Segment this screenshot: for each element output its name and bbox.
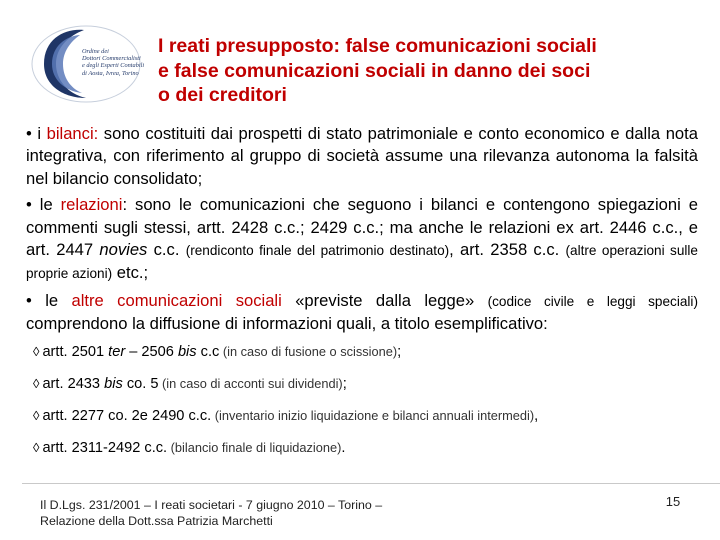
slide-title bbox=[158, 34, 708, 108]
footer-line-1: Il D.Lgs. 231/2001 – I reati societari - 7 giugno 2010 – Torino – bbox=[40, 498, 383, 512]
bullet-altre-comunicazioni: • le altre comunicazioni sociali «previste dalla legge» (codice civile e leggi speciali) comprendono la diffusione di informazioni quali, a titolo esemplificativo: bbox=[26, 290, 698, 334]
page-number: 15 bbox=[665, 494, 681, 509]
logo-text: Ordine dei Dottori Commercialisti e degli Esperti Contabili di Aosta, Ivrea, Torino bbox=[82, 48, 145, 77]
footer-divider bbox=[22, 483, 720, 484]
sub-item-acconti: ◊ art. 2433 bis co. 5 (in caso di acconti sui dividendi); bbox=[33, 375, 347, 392]
diamond-icon: ◊ bbox=[33, 343, 40, 359]
diamond-icon: ◊ bbox=[33, 375, 40, 391]
term-bilanci: bilanci: bbox=[46, 124, 99, 143]
organization-logo bbox=[30, 22, 148, 106]
title-line-3: o dei creditori bbox=[158, 84, 287, 106]
footer-line-2: Relazione della Dott.ssa Patrizia Marchetti bbox=[40, 514, 273, 528]
footer-text bbox=[40, 497, 480, 529]
term-altre-comunicazioni: altre comunicazioni sociali bbox=[71, 290, 282, 310]
slide-body bbox=[26, 123, 698, 470]
sub-item-fusione: ◊ artt. 2501 ter – 2506 bis c.c (in caso di fusione o scissione); bbox=[33, 343, 402, 360]
title-line-1: I reati presupposto: false comunicazioni sociali bbox=[158, 35, 597, 57]
term-relazioni: relazioni bbox=[60, 195, 123, 215]
title-line-2: e false comunicazioni sociali in danno dei soci bbox=[158, 59, 591, 82]
sub-item-inventario: ◊ artt. 2277 co. 2e 2490 c.c. (inventario inizio liquidazione e bilanci annuali intermedi), bbox=[33, 407, 539, 424]
sub-item-list bbox=[33, 342, 698, 470]
bullet-bilanci: • i bilanci: sono costituiti dai prospetti di stato patrimoniale e conto economico e dalla nota integrativa, con riferimento al gruppo di società assume una rilevanza autonoma la falsità nel bilancio consolidato; bbox=[26, 124, 698, 188]
bullet-relazioni: • le relazioni: sono le comunicazioni che seguono i bilanci e contengono spiegazioni e commenti sugli stessi, artt. 2428 c.c.; 2429 c.c.; ma anche le relazioni ex art. 2446 c.c., e art. 2447 novies c.c. (rendiconto finale del patrimonio destinato), art. 2358 c.c. (altre operazioni sulle proprie azioni) etc.; bbox=[26, 195, 698, 283]
sub-item-bilancio-finale: ◊ artt. 2311-2492 c.c. (bilancio finale di liquidazione). bbox=[33, 439, 346, 456]
diamond-icon: ◊ bbox=[33, 407, 40, 423]
diamond-icon: ◊ bbox=[33, 439, 40, 455]
